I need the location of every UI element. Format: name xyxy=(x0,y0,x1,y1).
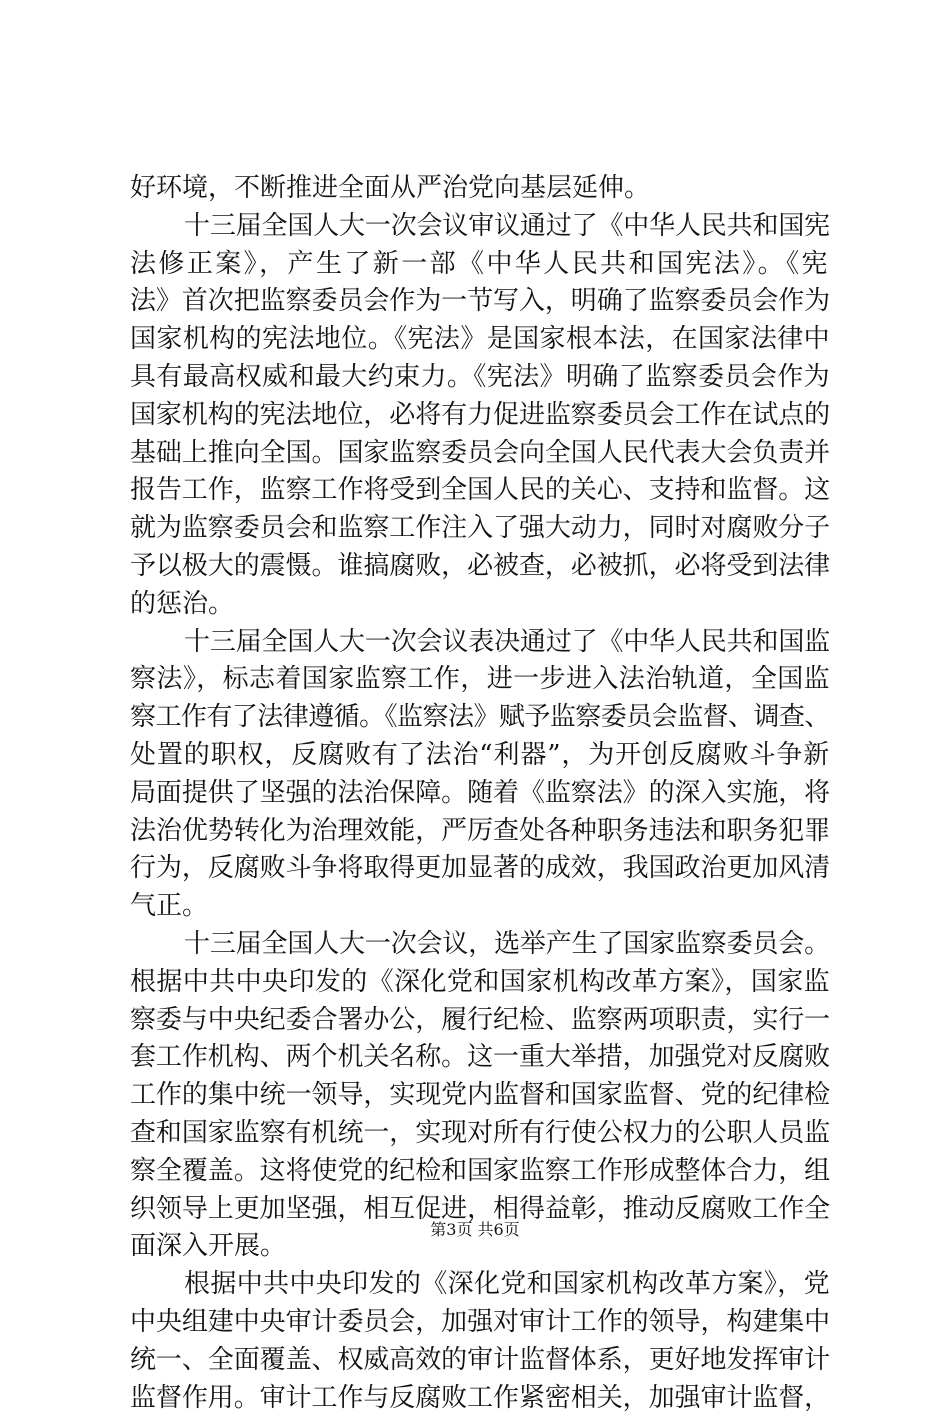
text-line: 察法》，标志着国家监察工作，进一步进入法治轨道，全国监 xyxy=(130,661,830,699)
text-line: 查和国家监察有机统一，实现对所有行使公权力的公职人员监 xyxy=(130,1115,830,1153)
text-line: 统一、全面覆盖、权威高效的审计监督体系，更好地发挥审计 xyxy=(130,1342,830,1380)
text-line: 法治优势转化为治理效能，严厉查处各种职务违法和职务犯罪 xyxy=(130,813,830,851)
text-line: 察全覆盖。这将使党的纪检和国家监察工作形成整体合力，组 xyxy=(130,1153,830,1191)
text-line: 面深入开展。 xyxy=(130,1228,830,1266)
text-line: 就为监察委员会和监察工作注入了强大动力，同时对腐败分子 xyxy=(130,510,830,548)
text-line: 报告工作，监察工作将受到全国人民的关心、支持和监督。这 xyxy=(130,472,830,510)
text-line: 十三届全国人大一次会议表决通过了《中华人民共和国监 xyxy=(130,624,830,662)
text-line: 法》首次把监察委员会作为一节写入，明确了监察委员会作为 xyxy=(130,283,830,321)
text-line: 套工作机构、两个机关名称。这一重大举措，加强党对反腐败 xyxy=(130,1039,830,1077)
text-line: 察委与中央纪委合署办公，履行纪检、监察两项职责，实行一 xyxy=(130,1002,830,1040)
text-line: 十三届全国人大一次会议，选举产生了国家监察委员会。 xyxy=(130,926,830,964)
text-line: 基础上推向全国。国家监察委员会向全国人民代表大会负责并 xyxy=(130,435,830,473)
text-line: 十三届全国人大一次会议审议通过了《中华人民共和国宪 xyxy=(130,208,830,246)
text-line: 气正。 xyxy=(130,888,830,926)
text-line: 的惩治。 xyxy=(130,586,830,624)
text-line: 行为，反腐败斗争将取得更加显著的成效，我国政治更加风清 xyxy=(130,850,830,888)
text-line: 好环境，不断推进全面从严治党向基层延伸。 xyxy=(130,170,830,208)
text-line: 根据中共中央印发的《深化党和国家机构改革方案》，国家监 xyxy=(130,964,830,1002)
text-line: 予以极大的震慑。谁搞腐败，必被查，必被抓，必将受到法律 xyxy=(130,548,830,586)
text-line: 工作的集中统一领导，实现党内监督和国家监督、党的纪律检 xyxy=(130,1077,830,1115)
text-line: 处置的职权，反腐败有了法治“利器”，为开创反腐败斗争新 xyxy=(130,737,830,775)
text-line: 国家机构的宪法地位。《宪法》是国家根本法，在国家法律中 xyxy=(130,321,830,359)
text-line: 根据中共中央印发的《深化党和国家机构改革方案》，党 xyxy=(130,1266,830,1304)
page-footer: 第3页 共6页 xyxy=(0,1220,950,1240)
text-line: 中央组建中央审计委员会，加强对审计工作的领导，构建集中 xyxy=(130,1304,830,1342)
text-line: 织领导上更加坚强，相互促进，相得益彰，推动反腐败工作全 xyxy=(130,1191,830,1229)
text-line: 监督作用。审计工作与反腐败工作紧密相关，加强审计监督， xyxy=(130,1380,830,1417)
text-line: 法修正案》，产生了新一部《中华人民共和国宪法》。《宪 xyxy=(130,246,830,284)
text-line: 具有最高权威和最大约束力。《宪法》明确了监察委员会作为 xyxy=(130,359,830,397)
text-line: 察工作有了法律遵循。《监察法》赋予监察委员会监督、调查、 xyxy=(130,699,830,737)
text-line: 局面提供了坚强的法治保障。随着《监察法》的深入实施，将 xyxy=(130,775,830,813)
text-line: 国家机构的宪法地位，必将有力促进监察委员会工作在试点的 xyxy=(130,397,830,435)
